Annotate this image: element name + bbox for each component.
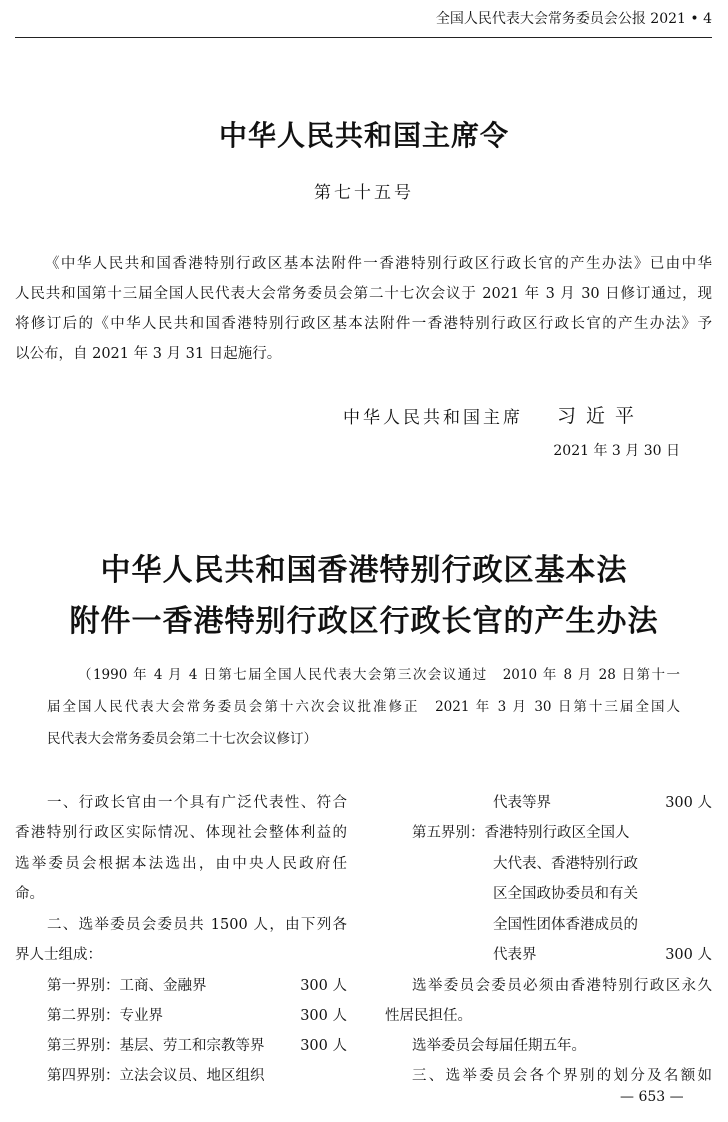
right-column-line: 选举委员会每届任期五年。 (412, 1038, 586, 1054)
sector-5-amount: 300 人 (665, 947, 712, 963)
sector-1: 第一界别：工商、金融界 (47, 978, 207, 994)
law-note-line: （1990 年 4 月 4 日第七届全国人民代表大会第三次会议通过 2010 年 8 月 28 日第十一 (78, 667, 680, 683)
page-number: — 653 — (620, 1089, 684, 1105)
journal-header: 全国人民代表大会常务委员会公报 2021 • 4 (435, 11, 712, 27)
order-body-line: 《中华人民共和国香港特别行政区基本法附件一香港特别行政区行政长官的产生办法》已由中华 (45, 256, 712, 272)
right-column-line: 代表界 (493, 947, 537, 963)
right-column-line: 三、选举委员会各个界别的划分及名额如 (412, 1068, 712, 1084)
sector-2-amount: 300 人 (300, 1008, 347, 1024)
left-column-line: 命。 (15, 886, 44, 902)
signer-name: 习近平 (557, 405, 645, 427)
order-date: 2021 年 3 月 30 日 (553, 443, 680, 459)
sector-3-amount: 300 人 (300, 1038, 347, 1054)
signer-title: 中华人民共和国主席 (343, 408, 523, 428)
left-column-line: 选举委员会根据本法选出，由中央人民政府任 (15, 856, 347, 872)
order-body-line: 以公布，自 2021 年 3 月 31 日起施行。 (15, 346, 282, 362)
order-title: 中华人民共和国主席令 (218, 119, 509, 152)
header-rule (15, 37, 712, 38)
law-note-line: 届全国人民代表大会常务委员会第十六次会议批准修正 2021 年 3 月 30 日第十三届全国人 (47, 699, 680, 715)
order-number: 第七十五号 (314, 183, 414, 203)
sector-5: 第五界别：香港特别行政区全国人 (412, 825, 630, 841)
right-column-line: 全国性团体香港成员的 (493, 917, 638, 933)
law-title-line1: 中华人民共和国香港特别行政区基本法 (100, 553, 628, 588)
right-column-line: 选举委员会委员必须由香港特别行政区永久 (412, 978, 712, 994)
order-body-line: 人民共和国第十三届全国人民代表大会常务委员会第二十七次会议于 2021 年 3 月 30 日修订通过，现 (15, 286, 712, 302)
right-column-line: 性居民担任。 (385, 1008, 472, 1024)
right-column-line: 区全国政协委员和有关 (493, 886, 638, 902)
left-column-line: 香港特别行政区实际情况、体现社会整体利益的 (15, 825, 347, 841)
left-column-line: 二、选举委员会委员共 1500 人，由下列各 (47, 917, 347, 933)
law-title-line2: 附件一香港特别行政区行政长官的产生办法 (69, 604, 659, 639)
sector-4-amount: 300 人 (665, 795, 712, 811)
left-column-line: 界人士组成： (15, 947, 102, 963)
right-column-line: 大代表、香港特别行政 (493, 856, 638, 872)
sector-1-amount: 300 人 (300, 978, 347, 994)
left-column-line: 一、行政长官由一个具有广泛代表性、符合 (47, 795, 347, 811)
law-note-line: 民代表大会常务委员会第二十七次会议修订） (47, 731, 317, 747)
sector-4: 第四界别：立法会议员、地区组织 (47, 1068, 265, 1084)
right-column-line: 代表等界 (493, 795, 551, 811)
sector-3: 第三界别：基层、劳工和宗教等界 (47, 1038, 265, 1054)
sector-2: 第二界别：专业界 (47, 1008, 163, 1024)
order-body-line: 将修订后的《中华人民共和国香港特别行政区基本法附件一香港特别行政区行政长官的产生办法》予 (15, 316, 712, 332)
